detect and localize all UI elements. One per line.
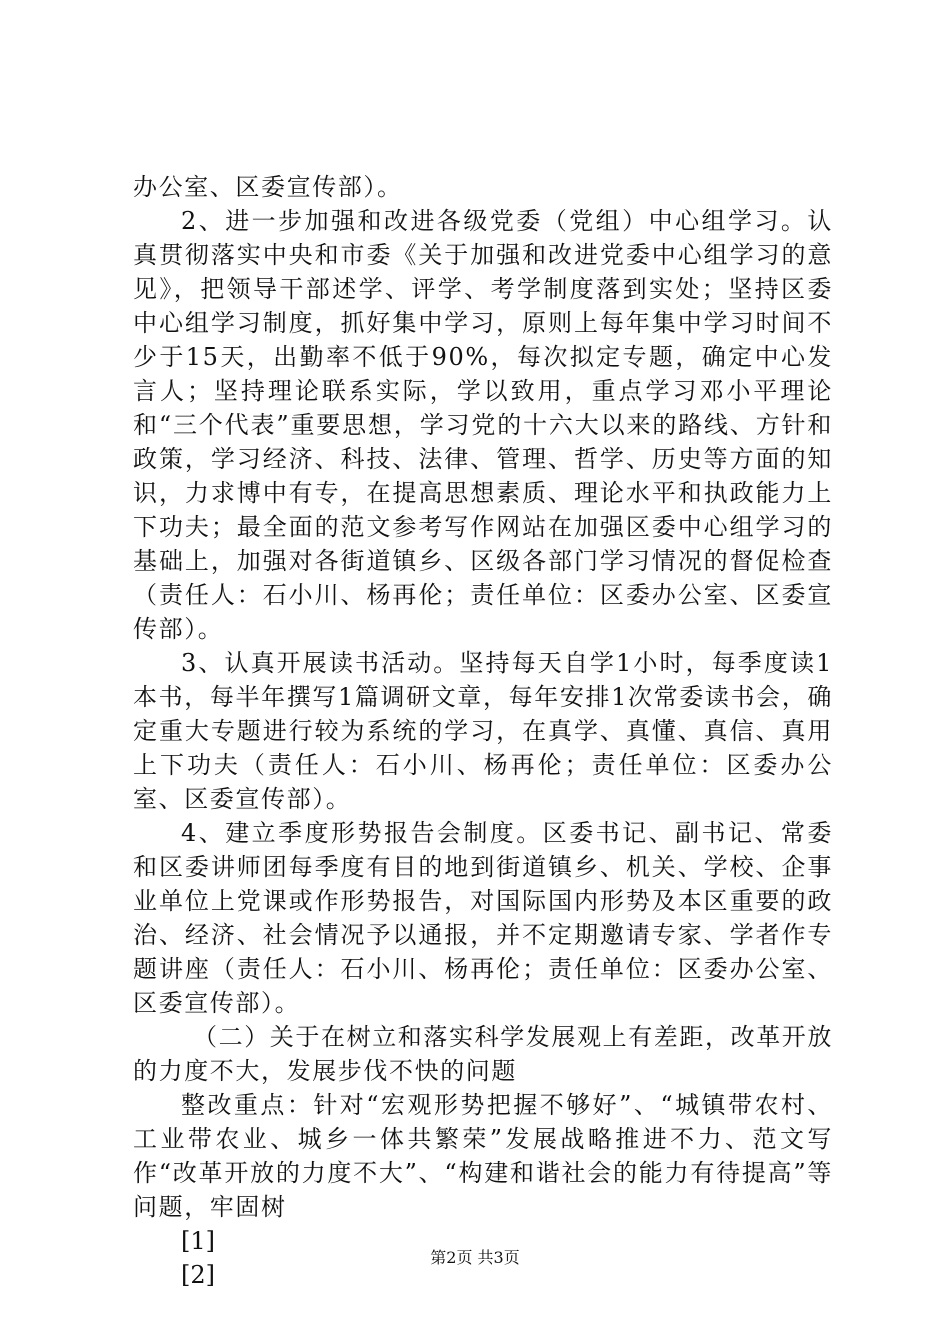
section-heading-2: （二）关于在树立和落实科学发展观上有差距，改革开放的力度不大，发展步伐不快的问题: [133, 1023, 833, 1085]
page-link-1[interactable]: [1]: [181, 1227, 215, 1255]
paragraph-continuation: 办公室、区委宣传部）。: [133, 173, 403, 201]
paragraph-item-3: 3、认真开展读书活动。坚持每天自学1小时，每季度读1本书，每半年撰写1篇调研文章，每年安排1次常委读书会，确定重大专题进行较为系统的学习，在真学、真懂、真信、真用上下功夫（责任人：石小川、杨再伦；责任单位：区委办公室、区委宣传部）。: [133, 649, 833, 813]
paragraph-item-2: 2、进一步加强和改进各级党委（党组）中心组学习。认真贯彻落实中央和市委《关于加强和改进党委中心组学习的意见》，把领导干部述学、评学、考学制度落到实处；坚持区委中心组学习制度，抓好集中学习，原则上每年集中学习时间不少于15天，出勤率不低于90%，每次拟定专题，确定中心发言人；坚持理论联系实际，学以致用，重点学习邓小平理论和“三个代表”重要思想，学习党的十六大以来的路线、方针和政策，学习经济、科技、法律、管理、哲学、历史等方面的知识，力求博中有专，在提高思想素质、理论水平和执政能力上下功夫；最全面的范文参考写作网站在加强区委中心组学习的基础上，加强对各街道镇乡、区级各部门学习情况的督促检查（责任人：石小川、杨再伦；责任单位：区委办公室、区委宣传部）。: [133, 207, 833, 643]
paragraph-item-4: 4、建立季度形势报告会制度。区委书记、副书记、常委和区委讲师团每季度有目的地到街道镇乡、机关、学校、企事业单位上党课或作形势报告，对国际国内形势及本区重要的政治、经济、社会情况予以通报，并不定期邀请专家、学者作专题讲座（责任人：石小川、杨再伦；责任单位：区委办公室、区委宣传部）。: [133, 819, 833, 1017]
paragraph-rectification-focus: 整改重点：针对“宏观形势把握不够好”、“城镇带农村、工业带农业、城乡一体共繁荣”发展战略推进不力、范文写作“改革开放的力度不大”、“构建和谐社会的能力有待提高”等问题，牢固树: [133, 1091, 833, 1221]
page-link-2[interactable]: [2]: [181, 1261, 215, 1289]
document-body: [133, 170, 833, 1292]
page-footer: 第2页 共3页: [430, 1248, 520, 1267]
